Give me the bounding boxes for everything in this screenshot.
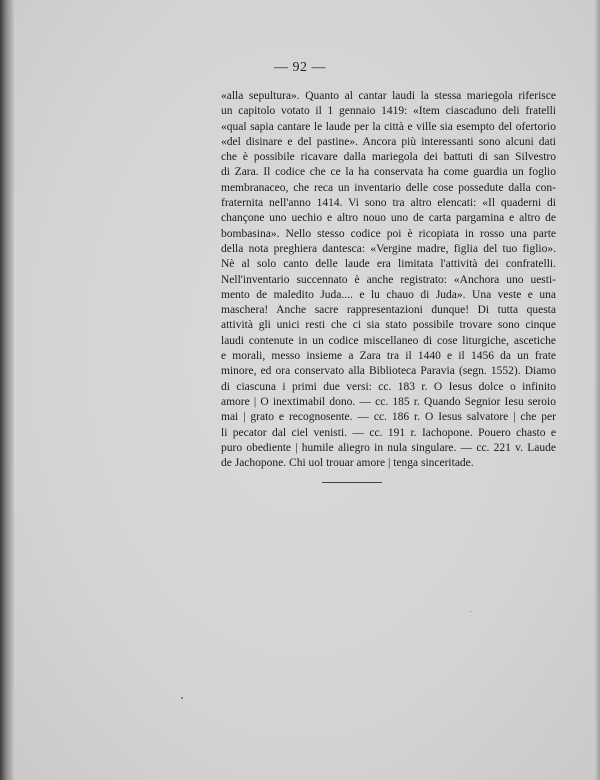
text-line: mento de maledito Juda.... e lu chauo di Juda». Una veste e una — [221, 288, 556, 301]
text-line: Nell'inventario succennato è anche registrato: «Anchora uno uesti- — [221, 273, 556, 286]
text-line: un capitolo votato il 1 gennaio 1419: «Item ciascaduno deli fratelli — [221, 105, 556, 118]
text-line: della nota preghiera dantesca: «Vergine madre, figlia del tuo figlio». — [221, 242, 556, 255]
text-line: attività gli unici resti che ci sia stato possibile trovare sono cinque — [221, 319, 556, 332]
text-line: di Zara. Il codice che ce la ha conservata ha come guardia un foglio — [221, 166, 556, 179]
text-line: «alla sepultura». Quanto al cantar laudi la stessa mariegola riferisce — [221, 90, 556, 102]
text-line: Nè al solo canto delle laude era limitata l'attività dei confratelli. — [221, 258, 556, 271]
body-paragraph — [221, 89, 556, 471]
text-line: mai | grato e recognosente. — cc. 186 r. O Iesus salvatore | che per — [221, 411, 556, 424]
text-line: amore | O inextimabil dono. — cc. 185 r. Quando Segnior Iesu seroio — [221, 395, 556, 408]
text-line: chançone uno uechio e altro nouo uno de carta pargamina e altro de — [221, 212, 556, 225]
text-line: «del disinare e del pastine». Ancora più interessanti sono alcuni dati — [221, 135, 556, 148]
paper-speck — [470, 611, 471, 612]
text-line: maschera! Anche sacre rappresentazioni dunque! Di tutta questa — [221, 304, 556, 317]
text-line: «qual sapia cantare le laude per la città e ville sia esempto del ofertorio — [221, 120, 556, 133]
text-line: e morali, messo insieme a Zara tra il 1440 e il 1456 da un frate — [221, 350, 556, 363]
page-right-edge — [594, 0, 600, 780]
page-number: — 92 — — [274, 60, 326, 75]
text-line: laudi contenute in un codice miscellaneo di cose liturgiche, ascetiche — [221, 334, 556, 347]
text-line: che è possibile ricavare dalla mariegola dei battuti di san Silvestro — [221, 151, 556, 164]
text-line: bombasina». Nello stesso codice poi è ricopiata in rosso una parte — [221, 227, 556, 240]
text-line: di ciascuna i primi due versi: cc. 183 r. O Iesus dolce o infinito — [221, 380, 556, 393]
page-left-edge-shadow — [0, 0, 14, 780]
text-line: membranaceo, che reca un inventario delle cose possedute dalla con- — [221, 181, 556, 194]
text-line: de Jachopone. Chi uol trouar amore | tenga sinceritade. — [221, 457, 474, 470]
text-line: puro obediente | humile aliegro in nula singulare. — cc. 221 v. Laude — [221, 441, 556, 454]
text-line: minore, ed ora conservato alla Biblioteca Paravia (segn. 1552). Diamo — [221, 365, 556, 378]
text-line: fraternita nell'anno 1414. Vi sono tra altro elencati: «Il quaderni di — [221, 197, 556, 210]
section-divider-rule — [322, 482, 382, 483]
paper-speck — [181, 697, 183, 699]
text-line: li pecator dal ciel venisti. — cc. 191 r. Iachopone. Pouero chasto e — [221, 426, 556, 439]
